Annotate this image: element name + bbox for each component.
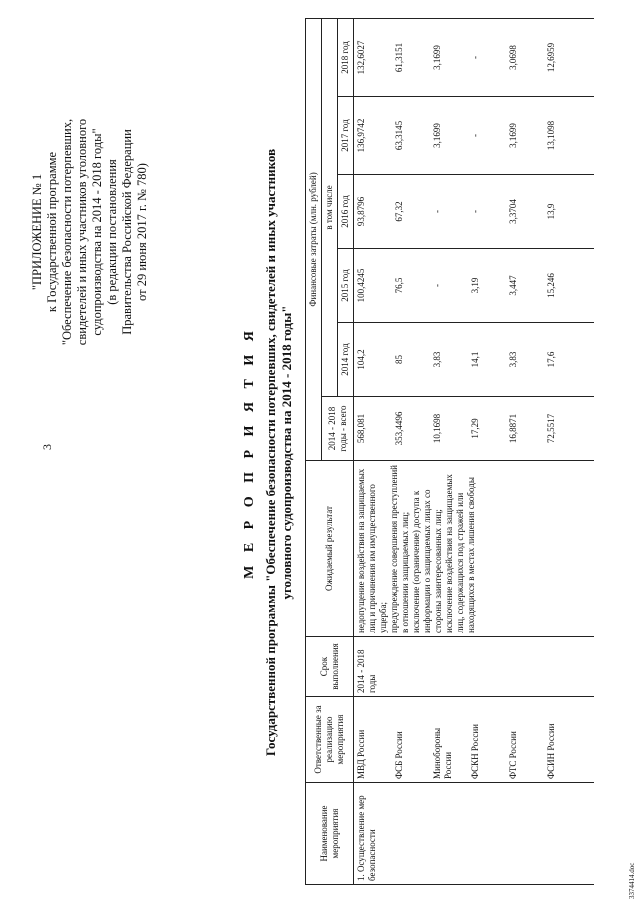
document-subtitle-line: Государственной программы "Обеспечение безопасности потерпевших, свидетелей и иных участников [263, 148, 278, 757]
table-row [544, 18, 594, 884]
appendix-line: "Обеспечение безопасности потерпевших, [60, 118, 74, 346]
document-heading [242, 40, 295, 865]
appendix-line: судопроизводства на 2014 - 2018 годы" [90, 128, 104, 336]
measure-name-cell: 1. Осуществление мер безопасности [354, 783, 594, 885]
result-line: предупреждение совершения преступлений в отношении защищаемых лиц; [389, 465, 410, 633]
header-total: 2014 - 2018 годы - всего [322, 397, 354, 461]
y2015-cell: 3,447 [506, 249, 544, 323]
table-row [392, 18, 430, 884]
y2017-cell: 3,1699 [430, 97, 468, 175]
total-cell: 16,8871 [506, 397, 544, 461]
y2018-cell: - [468, 18, 506, 96]
page-number: 3 [40, 444, 54, 450]
y2014-cell: 85 [392, 323, 430, 397]
table-row [430, 18, 468, 884]
appendix-line: от 29 июня 2017 г. № 780) [135, 163, 149, 301]
y2014-cell: 104,2 [354, 323, 392, 397]
org-cell: Минобороны России [430, 697, 468, 783]
appendix-header [30, 37, 150, 427]
y2016-cell: - [430, 175, 468, 249]
header-finance: Финансовые затраты (млн. рублей) [306, 18, 322, 460]
header-responsible: Ответственные за реализацию мероприятия [306, 697, 354, 783]
y2015-cell: 76,5 [392, 249, 430, 323]
total-cell: 353,4496 [392, 397, 430, 461]
header-incl: в том числе [322, 18, 338, 396]
y2017-cell: 63,3145 [392, 97, 430, 175]
appendix-line: к Государственной программе [45, 151, 59, 313]
y2014-cell: 17,6 [544, 323, 594, 397]
y2017-cell: - [468, 97, 506, 175]
header-year: 2017 год [338, 97, 354, 175]
total-cell: 72,5517 [544, 397, 594, 461]
y2016-cell: - [468, 175, 506, 249]
total-cell: 568,081 [354, 397, 392, 461]
file-id: 3374414.doc [628, 862, 636, 899]
header-term: Срок выполнения [306, 637, 354, 697]
org-cell: МВД России [354, 697, 392, 783]
header-name: Наименование мероприятия [306, 783, 354, 885]
y2015-cell: 100,4245 [354, 249, 392, 323]
org-cell: ФСКН России [468, 697, 506, 783]
y2018-cell: 132,6027 [354, 18, 392, 96]
y2014-cell: 3,83 [430, 323, 468, 397]
header-year: 2015 год [338, 249, 354, 323]
header-year: 2018 год [338, 18, 354, 96]
y2016-cell: 3,3704 [506, 175, 544, 249]
total-cell: 17,29 [468, 397, 506, 461]
result-line: исключение воздействия на защищаемых лиц, содержащихся под стражей или находящихся в местах лишения свободы [444, 474, 476, 633]
term-cell: 2014 - 2018 годы [354, 637, 594, 697]
y2018-cell: 61,3151 [392, 18, 430, 96]
document-subtitle-line: уголовного судопроизводства на 2014 - 2018 годы" [279, 305, 294, 600]
appendix-line: Правительства Российской Федерации [120, 129, 134, 335]
y2016-cell: 13,9 [544, 175, 594, 249]
y2016-cell: 67,32 [392, 175, 430, 249]
y2017-cell: 3,1699 [506, 97, 544, 175]
org-cell: ФСБ России [392, 697, 430, 783]
document-title: М Е Р О П Р И Я Т И Я [242, 326, 257, 579]
table-row [506, 18, 544, 884]
header-year: 2016 год [338, 175, 354, 249]
y2018-cell: 3,0698 [506, 18, 544, 96]
org-cell: ФТС России [506, 697, 544, 783]
result-line: исключение (ограничение) доступа к информации о защищаемых лицах со стороны заинтересованных лиц; [411, 489, 443, 633]
y2014-cell: 14,1 [468, 323, 506, 397]
table-row [354, 18, 392, 884]
y2015-cell: 15,246 [544, 249, 594, 323]
y2018-cell: 3,1699 [430, 18, 468, 96]
y2015-cell: - [430, 249, 468, 323]
appendix-line: "ПРИЛОЖЕНИЕ № 1 [30, 173, 44, 291]
y2017-cell: 136,9742 [354, 97, 392, 175]
appendix-line: свидетелей и иных участников уголовного [75, 118, 89, 346]
header-result: Ожидаемый результат [306, 461, 354, 637]
y2015-cell: 3,19 [468, 249, 506, 323]
header-year: 2014 год [338, 323, 354, 397]
measures-table [305, 18, 594, 885]
y2014-cell: 3,83 [506, 323, 544, 397]
y2016-cell: 93,8796 [354, 175, 392, 249]
total-cell: 10,1698 [430, 397, 468, 461]
result-cell [354, 461, 594, 637]
y2017-cell: 13,1098 [544, 97, 594, 175]
result-line: недопущение воздействия на защищаемых лиц и причинения им имущественного ущерба; [356, 468, 388, 633]
y2018-cell: 12,6959 [544, 18, 594, 96]
table-row [468, 18, 506, 884]
appendix-line: (в редакции постановления [105, 159, 119, 305]
org-cell: ФСИН России [544, 697, 594, 783]
